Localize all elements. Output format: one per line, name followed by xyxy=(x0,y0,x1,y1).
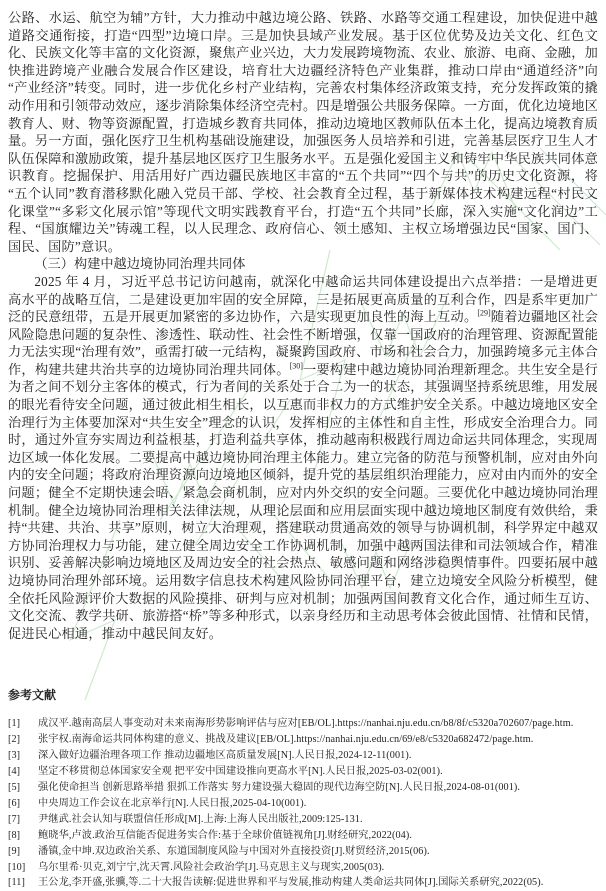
reference-text: 张宇权.南海命运共同体构建的意义、挑战及建议[EB/OL].https://nanhai.nju.edu.cn/69/e8/c5320a682472/page.htm. xyxy=(38,734,534,746)
reference-entry xyxy=(8,812,598,828)
reference-number: [3] xyxy=(8,750,21,762)
reference-text: 深入做好边疆治理各项工作 推动边疆地区高质量发展[N].人民日报,2024-12-11(001). xyxy=(38,750,412,762)
reference-entry xyxy=(8,780,598,796)
reference-entry xyxy=(8,764,598,780)
reference-number: [9] xyxy=(8,845,21,857)
reference-text: 鲍晓华,卢波.政治互信能否促进务实合作:基于全球价值链视角[J].财经研究,2022(04). xyxy=(38,829,412,841)
reference-number: [2] xyxy=(8,734,21,746)
citation-marker-30: [30] xyxy=(289,361,303,371)
reference-entry xyxy=(8,716,598,732)
reference-text: 坚定不移贯彻总体国家安全观 把平安中国建设推向更高水平[N].人民日报,2025-03-02(001). xyxy=(38,766,443,778)
reference-number: [11] xyxy=(8,877,25,889)
reference-entry xyxy=(8,844,598,860)
reference-entry xyxy=(8,828,598,844)
reference-text: 王公龙,李开盛,张骥,等.二十大报告读解:促进世界和平与发展,推动构建人类命运共同体[J].国际关系研究,2022(05). xyxy=(38,877,544,889)
reference-number: [4] xyxy=(8,766,21,778)
references-list xyxy=(8,716,598,891)
body-paragraph-main xyxy=(8,273,598,642)
reference-entry xyxy=(8,732,598,748)
reference-text: 成汉平.越南高层人事变动对未来南海形势影响评估与应对[EB/OL].https://nanhai.nju.edu.cn/b8/8f/c5320a702607/page.htm. xyxy=(38,718,574,730)
reference-number: [7] xyxy=(8,813,21,825)
reference-number: [5] xyxy=(8,782,21,793)
article-body xyxy=(8,9,598,891)
reference-number: [1] xyxy=(8,718,21,730)
reference-number: [8] xyxy=(8,829,21,841)
paragraph-segment: 2025 年 4 月，习近平总书记访问越南，就深化中越命运共同体建设提出六点举措：一是增进更高水平的战略互信，二是建设更加牢固的安全屏障，三是拓展更高质量的互利合作，四是系牢更加广泛的民意纽带，五是开展更加紧密的多边协作，六是实现更加良性的海上互动。 xyxy=(8,273,598,325)
reference-entry xyxy=(8,875,598,891)
reference-text: 尹继武.社会认知与联盟信任形成[M].上海:上海人民出版社,2009:125-131. xyxy=(38,813,363,825)
reference-number: [6] xyxy=(8,797,21,809)
section-heading: （三）构建中越边境协同治理共同体 xyxy=(34,256,246,272)
reference-entry xyxy=(8,796,598,812)
reference-number: [10] xyxy=(8,861,26,873)
paragraph-segment: 一要构建中越边境协同治理新理念。共生安全是行为者之间不划分主客体的模式，行为者间的关系处于合二为一的状态，其强调坚持系统思维，用发展的眼光看待安全问题，通过彼此相生相长，以互惠而非权力的方式维护安全关系。中越边境地区安全治理行为主体要加深对“共生安全”理念的认识，发挥相应的主体性和自主性，形成安全治理合力。同时，通过外宣夯实周边利益根基，打造利益共享体，推动越南积极践行周边命运共同体理念，实现周边区域一体化发展。二要提高中越边境协同治理主体能力。建立完备的防范与预警机制，应对由外向内的安全问题；将政府治理资源向边境地区倾斜，提升党的基层组织治理能力，应对由内而外的安全问题；健全不定期快速会晤、紧急会商机制，应对内外交织的安全问题。三要优化中越边境协同治理机制。健全边境协同治理相关法律法规，从理论层面和应用层面实现中越边境地区制度有效供给，秉持“共建、共治、共享”原则，树立大治理观，搭建联动贯通高效的领导与协调机制，科学界定中越双方协同治理权力与功能，建立健全周边安全工作协调机制，加强中越两国法律和司法领域合作，精准识别、妥善解决影响边境地区及周边安全的社会热点、敏感问题和网络涉稳舆情事件。四要拓展中越边境协同治理外部环境。运用数字信息技术构建风险协同治理平台，建立边境安全风险分析模型，健全依托风险源评价大数据的风险摸排、研判与应对机制；加强两国间教育文化合作，通过师生互访、文化交流、教学共研、旅游搭“桥”等多种形式，以亲身经历和主动思考体会彼此国情、社情和民情，促进民心相通，推动中越民间友好。 xyxy=(8,361,598,641)
body-paragraph-continuation: 公路、水运、航空为辅”方针，大力推动中越边境公路、铁路、水路等交通工程建设，加快促进中越道路交通衔接，打造“四型”边境口岸。三是加快县域产业发展。基于区位优势及边关文化、红色文化、民族文化等丰富的文化资源，聚焦产业兴边，大力发展跨境物流、农业、旅游、电商、金融，加快推进跨境产业融合发展合作区建设，培育壮大边疆经济特色产业集群，推动口岸由“通道经济”向“产业经济”转变。同时，进一步优化乡村产业结构，完善农村集体经济政策支持，充分发挥政策的撬动作用和引领带动效应，逐步消除集体经济空壳村。四是增强公共服务保障。一方面，优化边境地区教育人、财、物等资源配置，打造城乡教育共同体，推动边境地区教师队伍本土化，提高边境教育质量。另一方面，强化医疗卫生机构基础设施建设，加强医务人员培养和引进，完善基层医疗卫生人才队伍保障和激励政策，提升基层地区医疗卫生服务水平。五是强化爱国主义和铸牢中华民族共同体意识教育。挖掘保护、用活用好广西边疆民族地区丰富的“五个共同”“四个与共”的历史文化资源，将“五个认同”教育潜移默化融入党员干部、学校、社会教育全过程，基于新媒体技术构建远程“村民文化课堂”“多彩文化展示馆”等现代文明实践教育平台，打造“五个共同”长廊，深入实施“文化润边”工程、“国旗耀边关”铸魂工程，以人民理念、政府信心、领土感知、主权立场增强边民“国家、国门、国民、国防”意识。 xyxy=(8,10,598,254)
reference-text: 强化使命担当 创新思路举措 狠抓工作落实 努力建设强大稳固的现代边海空防[N].人民日报,2024-08-01(001). xyxy=(38,782,521,793)
reference-text: 中央周边工作会议在北京举行[N].人民日报,2025-04-10(001). xyxy=(38,797,307,809)
paragraph-segment: 随着边疆地区社会风险隐患问题的复杂性、渗透性、联动性、社会性不断增强，仅靠一国政府的治理管理、资源配置能力无法实现“治理有效”，亟需打破一元结构，凝聚跨国政府、市场和社会合力，加强跨境多元主体合作，构建共建共治共享的边境协同治理共同体。 xyxy=(8,309,598,377)
reference-entry xyxy=(8,748,598,764)
citation-marker-29: [29] xyxy=(477,308,491,318)
reference-entry xyxy=(8,860,598,876)
reference-text: 乌尔里希·贝克,刘宁宁,沈天霄.风险社会政治学[J].马克思主义与现实,2005(03). xyxy=(38,861,385,873)
reference-text: 潘镇,金中坤.双边政治关系、东道国制度风险与中国对外直接投资[J].财贸经济,2015(06). xyxy=(38,845,430,857)
references-heading: 参考文献 xyxy=(8,688,57,703)
